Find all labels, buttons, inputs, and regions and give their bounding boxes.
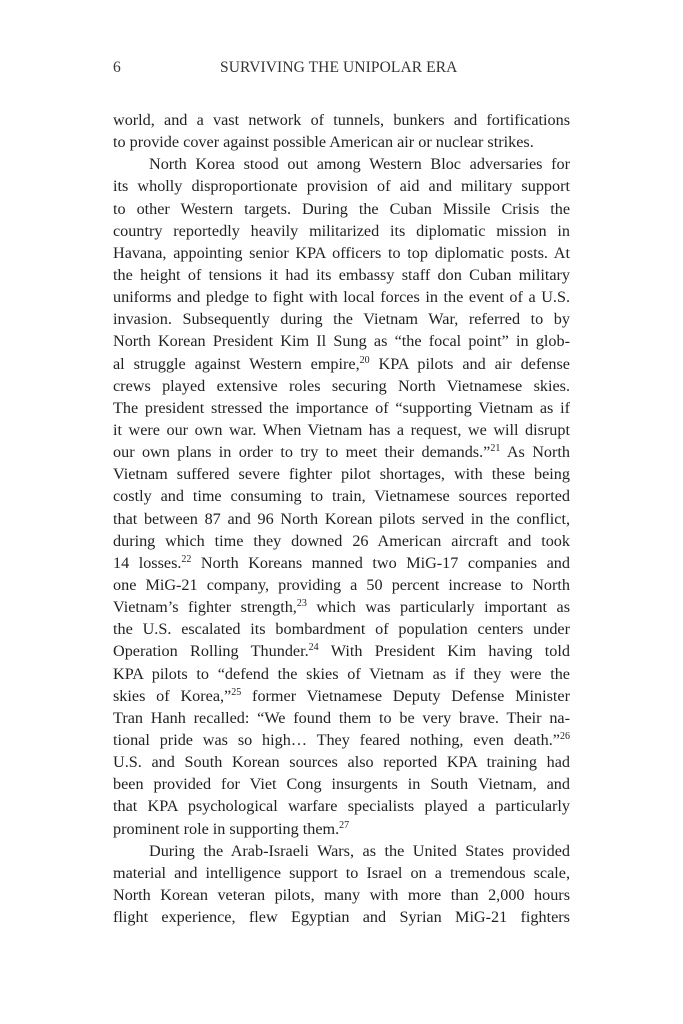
line-text: Operation Rolling Thunder. — [113, 642, 309, 661]
line-text: that between 87 and 96 North Korean pilots served in the conflict, — [113, 509, 570, 528]
footnote-ref: 24 — [308, 642, 319, 654]
line-text: flight experience, flew Egyptian and Syrian MiG-21 fighters — [113, 908, 570, 927]
text-line — [113, 640, 570, 662]
text-line — [113, 906, 570, 928]
text-line — [113, 330, 570, 352]
line-text: one MiG-21 company, providing a 50 percent increase to North — [113, 575, 570, 594]
text-line — [113, 773, 570, 795]
line-text: it were our own war. When Vietnam has a request, we will disrupt — [113, 420, 570, 439]
text-line — [113, 729, 570, 751]
text-line — [113, 574, 570, 596]
text-line — [113, 751, 570, 773]
running-head — [113, 59, 570, 79]
line-text: that KPA psychological warfare specialists played a particularly — [113, 797, 570, 816]
line-text-tail: As North — [500, 443, 570, 462]
text-line — [113, 552, 570, 574]
line-text-tail: KPA pilots and air defense — [369, 354, 570, 373]
line-text: during which time they downed 26 American aircraft and took — [113, 531, 570, 550]
text-line — [113, 264, 570, 286]
running-title: SURVIVING THE UNIPOLAR ERA — [220, 59, 458, 76]
footnote-ref: 25 — [231, 686, 242, 698]
text-line — [113, 441, 570, 463]
text-line — [113, 375, 570, 397]
text-line — [113, 153, 570, 175]
line-text: invasion. Subsequently during the Vietnam War, referred to by — [113, 310, 570, 329]
line-text: been provided for Viet Cong insurgents in South Vietnam, and — [113, 775, 570, 794]
line-text-tail: North Koreans manned two MiG-17 companies and — [191, 553, 570, 572]
text-line — [113, 397, 570, 419]
line-text: costly and time consuming to train, Vietnamese sources reported — [113, 487, 570, 506]
line-text: prominent role in supporting them. — [113, 819, 340, 838]
text-line — [113, 353, 570, 375]
line-text: al struggle against Western empire, — [113, 354, 360, 373]
line-text: 14 losses. — [113, 553, 182, 572]
text-line — [113, 175, 570, 197]
line-text: the height of tensions it had its embassy staff don Cuban military — [113, 265, 570, 284]
line-text: country reportedly heavily militarized its diplomatic mission in — [113, 221, 570, 240]
text-line — [113, 618, 570, 640]
footnote-ref: 27 — [339, 819, 350, 831]
text-line — [113, 242, 570, 264]
text-line — [113, 707, 570, 729]
footnote-ref: 22 — [181, 553, 192, 565]
line-text-tail: With President Kim having told — [318, 642, 570, 661]
line-text: our own plans in order to try to meet their demands.” — [113, 443, 491, 462]
text-line — [113, 884, 570, 906]
line-text: world, and a vast network of tunnels, bunkers and fortifications — [113, 111, 570, 129]
text-line — [113, 220, 570, 242]
line-text-tail: which was particularly important as — [306, 598, 570, 617]
line-text: to other Western targets. During the Cuban Missile Crisis the — [113, 199, 570, 218]
text-line — [113, 308, 570, 330]
line-text: Vietnam’s fighter strength, — [113, 598, 297, 617]
line-text: material and intelligence support to Israel on a tremendous scale, — [113, 863, 570, 882]
text-line — [113, 530, 570, 552]
text-line — [113, 840, 570, 862]
footnote-ref: 23 — [296, 598, 307, 610]
footnote-ref: 21 — [490, 443, 501, 455]
footnote-ref: 26 — [560, 730, 570, 742]
line-text: crews played extensive roles securing North Vietnamese skies. — [113, 376, 570, 395]
line-text: its wholly disproportionate provision of aid and military support — [113, 177, 570, 196]
text-line — [113, 131, 570, 153]
text-line — [113, 463, 570, 485]
text-line — [113, 596, 570, 618]
line-text-tail: former Vietnamese Deputy Defense Minister — [241, 686, 570, 705]
line-text: During the Arab-Israeli Wars, as the United States provided — [149, 841, 570, 860]
footnote-ref: 20 — [359, 354, 370, 366]
line-text: Tran Hanh recalled: “We found them to be very brave. Their na- — [113, 708, 570, 727]
line-text: North Korean President Kim Il Sung as “the focal point” in glob- — [113, 332, 570, 351]
line-text: tional pride was so high… They feared nothing, even death.” — [113, 730, 560, 749]
page-number: 6 — [113, 59, 121, 76]
line-text: the U.S. escalated its bombardment of population centers under — [113, 620, 570, 639]
line-text: KPA pilots to “defend the skies of Vietnam as if they were the — [113, 664, 570, 683]
line-text: Havana, appointing senior KPA officers to top diplomatic posts. At — [113, 243, 570, 262]
text-line — [113, 508, 570, 530]
text-line — [113, 795, 570, 817]
text-line — [113, 663, 570, 685]
text-line — [113, 419, 570, 441]
text-line — [113, 862, 570, 884]
body-text — [113, 109, 570, 928]
text-line — [113, 818, 570, 840]
line-text: North Korean veteran pilots, many with more than 2,000 hours — [113, 885, 570, 904]
line-text: Vietnam suffered severe fighter pilot shortages, with these being — [113, 465, 570, 484]
line-text: The president stressed the importance of “supporting Vietnam as if — [113, 398, 570, 417]
text-line — [113, 198, 570, 220]
text-line — [113, 286, 570, 308]
line-text: uniforms and pledge to fight with local forces in the event of a U.S. — [113, 288, 570, 307]
text-line — [113, 109, 570, 131]
line-text: skies of Korea,” — [113, 686, 232, 705]
line-text: U.S. and South Korean sources also reported KPA training had — [113, 753, 570, 772]
line-text: to provide cover against possible American air or nuclear strikes. — [113, 133, 534, 152]
text-line — [113, 485, 570, 507]
line-text: North Korea stood out among Western Bloc adversaries for — [149, 155, 570, 174]
text-line — [113, 685, 570, 707]
